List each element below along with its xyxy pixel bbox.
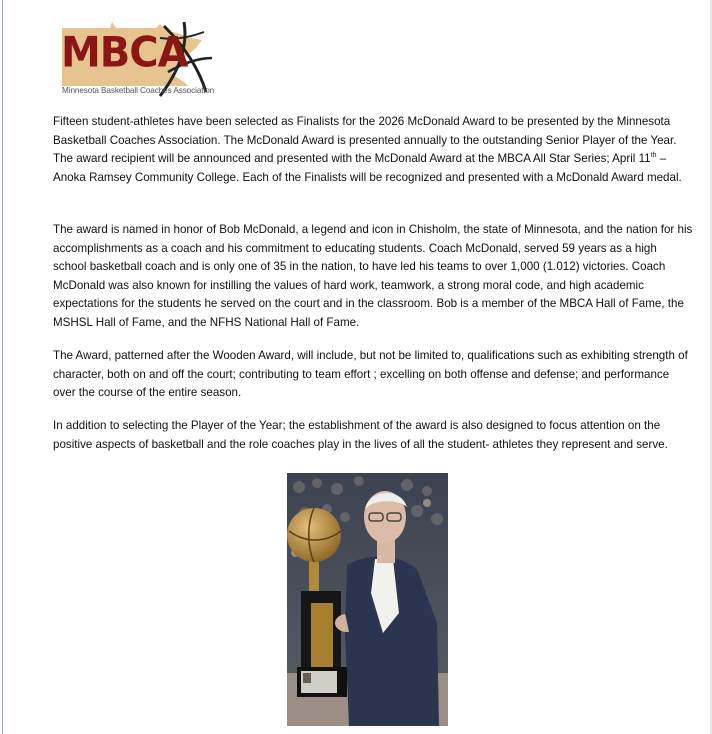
paragraph-finalists <box>53 113 693 187</box>
page-edge <box>2 0 3 734</box>
paragraph-finalists-text: Fifteen student-athletes have been selected as Finalists for the 2026 McDonald Award to be presented by the Minnesota Basketball Coaches Association. The McDonald Award is presented annually to the outstanding Senior Player of the Year. The award recipient will be announced and presented with the McDonald Award at the MBCA All Star Series; April 11 <box>53 115 677 166</box>
paragraph-bob-mcdonald: The award is named in honor of Bob McDonald, a legend and icon in Chisholm, the state of Minnesota, and the nation for his accomplishments as a coach and his commitment to educating students. Coach McDonald, served 59 years as a high school basketball coach and is only one of 35 in the nation, to have led his teams to over 1,000 (1.012) victories. Coach McDonald was also known for instilling the values of hard work, teamwork, a strong moral code, and high academic expectations for the students he served on the court and in the classroom. Bob is a member of the MBCA Hall of Fame, the MSHSL Hall of Fame, and the NFHS National Hall of Fame. <box>53 223 693 329</box>
coach-trophy-photo <box>287 473 448 726</box>
logo-letters: MBCA <box>61 28 188 78</box>
date-superscript: th <box>650 152 657 160</box>
paragraph-award-purpose: In addition to selecting the Player of the Year; the establishment of the award is also designed to focus attention on the positive aspects of basketball and the role coaches play in the lives of all the student- athletes they represent and serve. <box>53 419 668 451</box>
paragraph-award-criteria: The Award, patterned after the Wooden Award, will include, but not be limited to, qualifications such as exhibiting strength of character, both on and off the court; contributing to team effort ; excelling on both offense and defense; and performance over the course of the entire season. <box>53 349 688 400</box>
paragraph-finalists-text-end: – Anoka Ramsey Community College. Each of the Finalists will be recognized and presented with a McDonald Award medal. <box>53 152 682 184</box>
mbca-logo <box>56 18 216 102</box>
logo-subtitle: Minnesota Basketball Coaches Association <box>62 86 215 95</box>
